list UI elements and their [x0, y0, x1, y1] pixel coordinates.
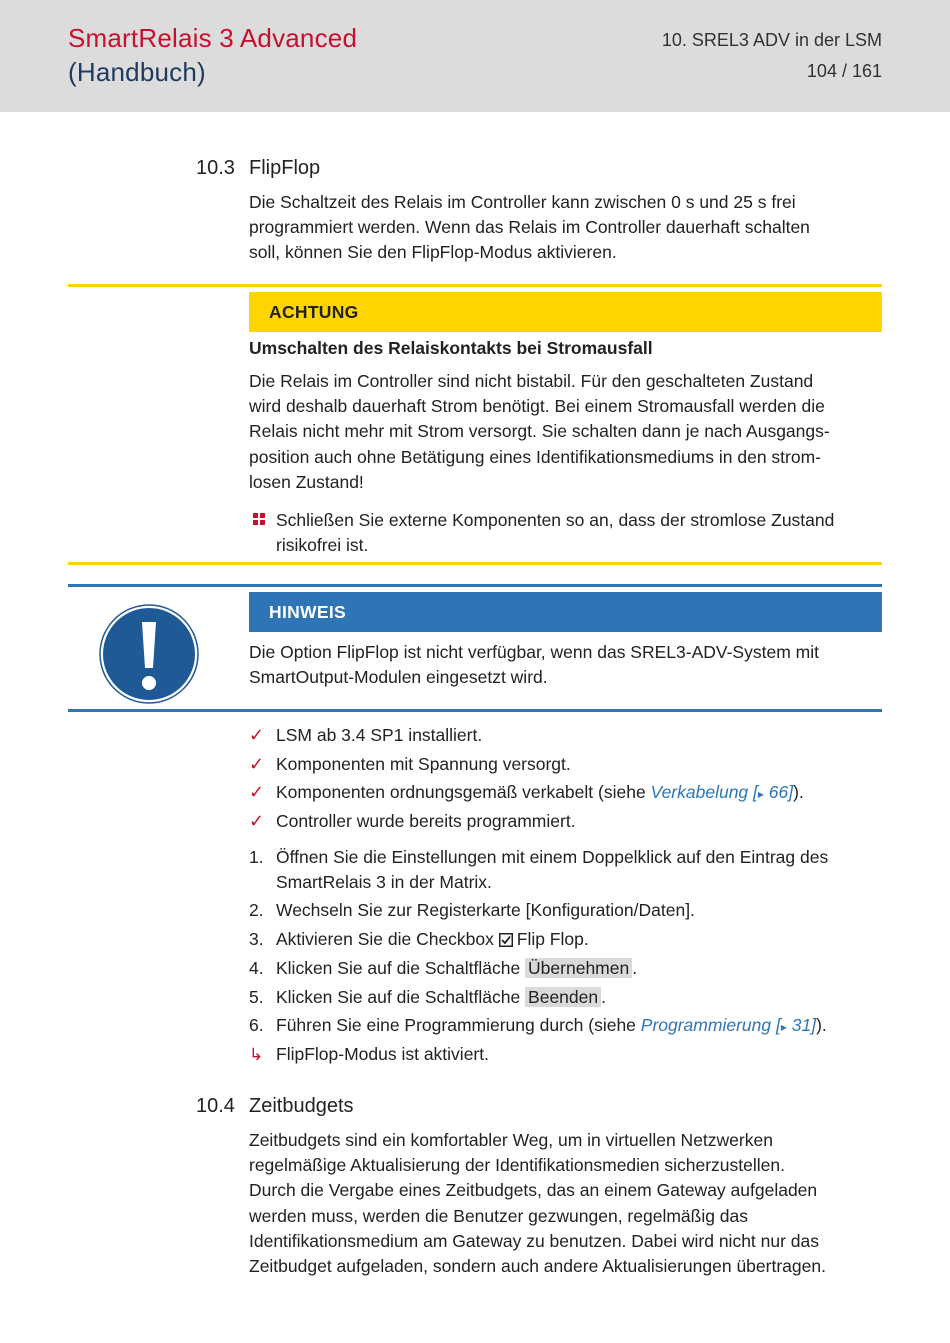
- beenden-button-reference: Beenden: [525, 987, 601, 1007]
- step-text-end: .: [601, 987, 606, 1007]
- body-line: Zeitbudget aufgeladen, sondern auch andere Aktualisierungen übertragen.: [249, 1256, 826, 1277]
- warning-bottom-rule: [68, 562, 882, 565]
- section-intro: [249, 190, 889, 266]
- step-text: [276, 1013, 886, 1040]
- link-text[interactable]: Programmierung [: [640, 1015, 781, 1035]
- warning-body: [249, 369, 889, 495]
- notice-label: HINWEIS: [269, 602, 346, 622]
- warning-line: Die Relais im Controller sind nicht bistabil. Für den geschalteten Zustand: [249, 371, 814, 391]
- checkmark-icon: ✓: [249, 725, 265, 745]
- square-bullet-icon: [253, 513, 266, 526]
- step-text-end: .: [632, 958, 638, 978]
- prerequisite-text: Controller wurde bereits programmiert.: [276, 811, 576, 831]
- step-number: 6.: [249, 1015, 264, 1035]
- step-text: Wechseln Sie zur Registerkarte [Konfiguration/Daten].: [276, 900, 695, 920]
- step-text-end: ).: [816, 1015, 827, 1035]
- page-arrow-icon[interactable]: ▸: [757, 787, 764, 801]
- notice-top-rule: [68, 584, 882, 587]
- step-text: [276, 845, 886, 895]
- page-header: [0, 0, 950, 112]
- notice-line: Die Option FlipFlop ist nicht verfügbar, wenn das SREL3-ADV-System mit: [249, 642, 819, 662]
- link-page[interactable]: 66]: [763, 782, 794, 802]
- step-number: 4.: [249, 958, 264, 978]
- section-body: [249, 1128, 889, 1279]
- step-text: [276, 956, 886, 981]
- link-text[interactable]: Verkabelung [: [650, 782, 758, 802]
- page-arrow-icon[interactable]: ▸: [780, 1020, 787, 1034]
- document-title: SmartRelais 3 Advanced: [68, 23, 358, 53]
- warning-bullet: [276, 508, 888, 558]
- notice-bottom-rule: [68, 709, 882, 712]
- page-number: 104 / 161: [806, 61, 882, 81]
- intro-line: programmiert werden. Wenn das Relais im Controller dauerhaft schalten: [249, 217, 810, 238]
- bullet-line: Schließen Sie externe Komponenten so an, dass der stromlose Zustand: [276, 510, 835, 530]
- chapter-title: 10. SREL3 ADV in der LSM: [661, 30, 882, 50]
- checkbox-label: Flip Flop.: [516, 929, 589, 949]
- step-number: 5.: [249, 987, 264, 1007]
- step-text: [276, 985, 886, 1010]
- body-line: werden muss, werden die Benutzer gezwungen, regelmäßig das: [249, 1205, 749, 1226]
- section-number: 10.4: [196, 1095, 235, 1117]
- result-text: FlipFlop-Modus ist aktiviert.: [276, 1044, 489, 1064]
- body-line: regelmäßige Aktualisierung der Identifikationsmedien sicherzustellen.: [249, 1155, 785, 1176]
- warning-line: wird deshalb dauerhaft Strom benötigt. Bei einem Stromausfall werden die: [249, 396, 825, 417]
- warning-line: losen Zustand!: [249, 471, 364, 492]
- notice-line: SmartOutput-Modulen eingesetzt wird.: [249, 667, 548, 688]
- link-page[interactable]: 31]: [786, 1015, 817, 1035]
- checked-checkbox-icon: [499, 929, 513, 943]
- warning-subheading: Umschalten des Relaiskontakts bei Stromausfall: [249, 338, 653, 358]
- body-line: Zeitbudgets sind ein komfortabler Weg, um in virtuellen Netzwerken: [249, 1130, 773, 1150]
- intro-line: soll, können Sie den FlipFlop-Modus aktivieren.: [249, 242, 617, 263]
- notice-banner: [249, 592, 882, 632]
- step-text-start: Klicken Sie auf die Schaltfläche: [276, 987, 526, 1007]
- prerequisite-text: [276, 780, 886, 807]
- ubernehmen-button-reference: Übernehmen: [525, 958, 632, 978]
- warning-top-rule: [68, 284, 882, 287]
- step-text-start: Führen Sie eine Programmierung durch (siehe: [276, 1015, 641, 1035]
- warning-label: ACHTUNG: [269, 302, 359, 322]
- cross-reference-link[interactable]: [641, 1015, 816, 1035]
- section-number: 10.3: [196, 157, 235, 179]
- notice-body: [249, 640, 889, 690]
- bullet-line: risikofrei ist.: [276, 535, 369, 556]
- step-text-start: Klicken Sie auf die Schaltfläche: [276, 958, 526, 978]
- prerequisite-text: LSM ab 3.4 SP1 installiert.: [276, 725, 483, 745]
- prerequisite-text-start: Komponenten ordnungsgemäß verkabelt (siehe: [276, 782, 651, 802]
- prerequisite-text: Komponenten mit Spannung versorgt.: [276, 754, 571, 774]
- step-text: [276, 927, 886, 952]
- body-line: Identifikationsmedium am Gateway zu benutzen. Dabei wird nicht nur das: [249, 1230, 820, 1251]
- step-line: SmartRelais 3 in der Matrix.: [276, 872, 492, 892]
- warning-line: position auch ohne Betätigung eines Identifikationsmediums in den strom-: [249, 446, 822, 467]
- warning-banner: [249, 292, 882, 332]
- section-heading: FlipFlop: [249, 157, 321, 179]
- step-number: 2.: [249, 900, 264, 920]
- checkmark-icon: ✓: [249, 754, 265, 774]
- body-line: Durch die Vergabe eines Zeitbudgets, das an einem Gateway aufgeladen: [249, 1180, 818, 1201]
- step-line: Öffnen Sie die Einstellungen mit einem Doppelklick auf den Eintrag des: [276, 847, 829, 867]
- result-arrow-icon: ↳: [249, 1045, 264, 1064]
- exclamation-icon: [99, 604, 199, 704]
- step-number: 3.: [249, 929, 264, 949]
- step-number: 1.: [249, 847, 264, 867]
- intro-line: Die Schaltzeit des Relais im Controller kann zwischen 0 s und 25 s frei: [249, 192, 796, 212]
- prerequisite-text-end: ).: [793, 782, 804, 802]
- cross-reference-link[interactable]: [651, 782, 794, 802]
- checkmark-icon: ✓: [249, 811, 265, 831]
- document-subtitle: (Handbuch): [68, 57, 206, 87]
- warning-line: Relais nicht mehr mit Strom versorgt. Sie schalten dann je nach Ausgangs-: [249, 421, 830, 442]
- section-heading: Zeitbudgets: [249, 1095, 354, 1117]
- checkmark-icon: ✓: [249, 782, 265, 802]
- step-text-start: Aktivieren Sie die Checkbox: [276, 929, 499, 949]
